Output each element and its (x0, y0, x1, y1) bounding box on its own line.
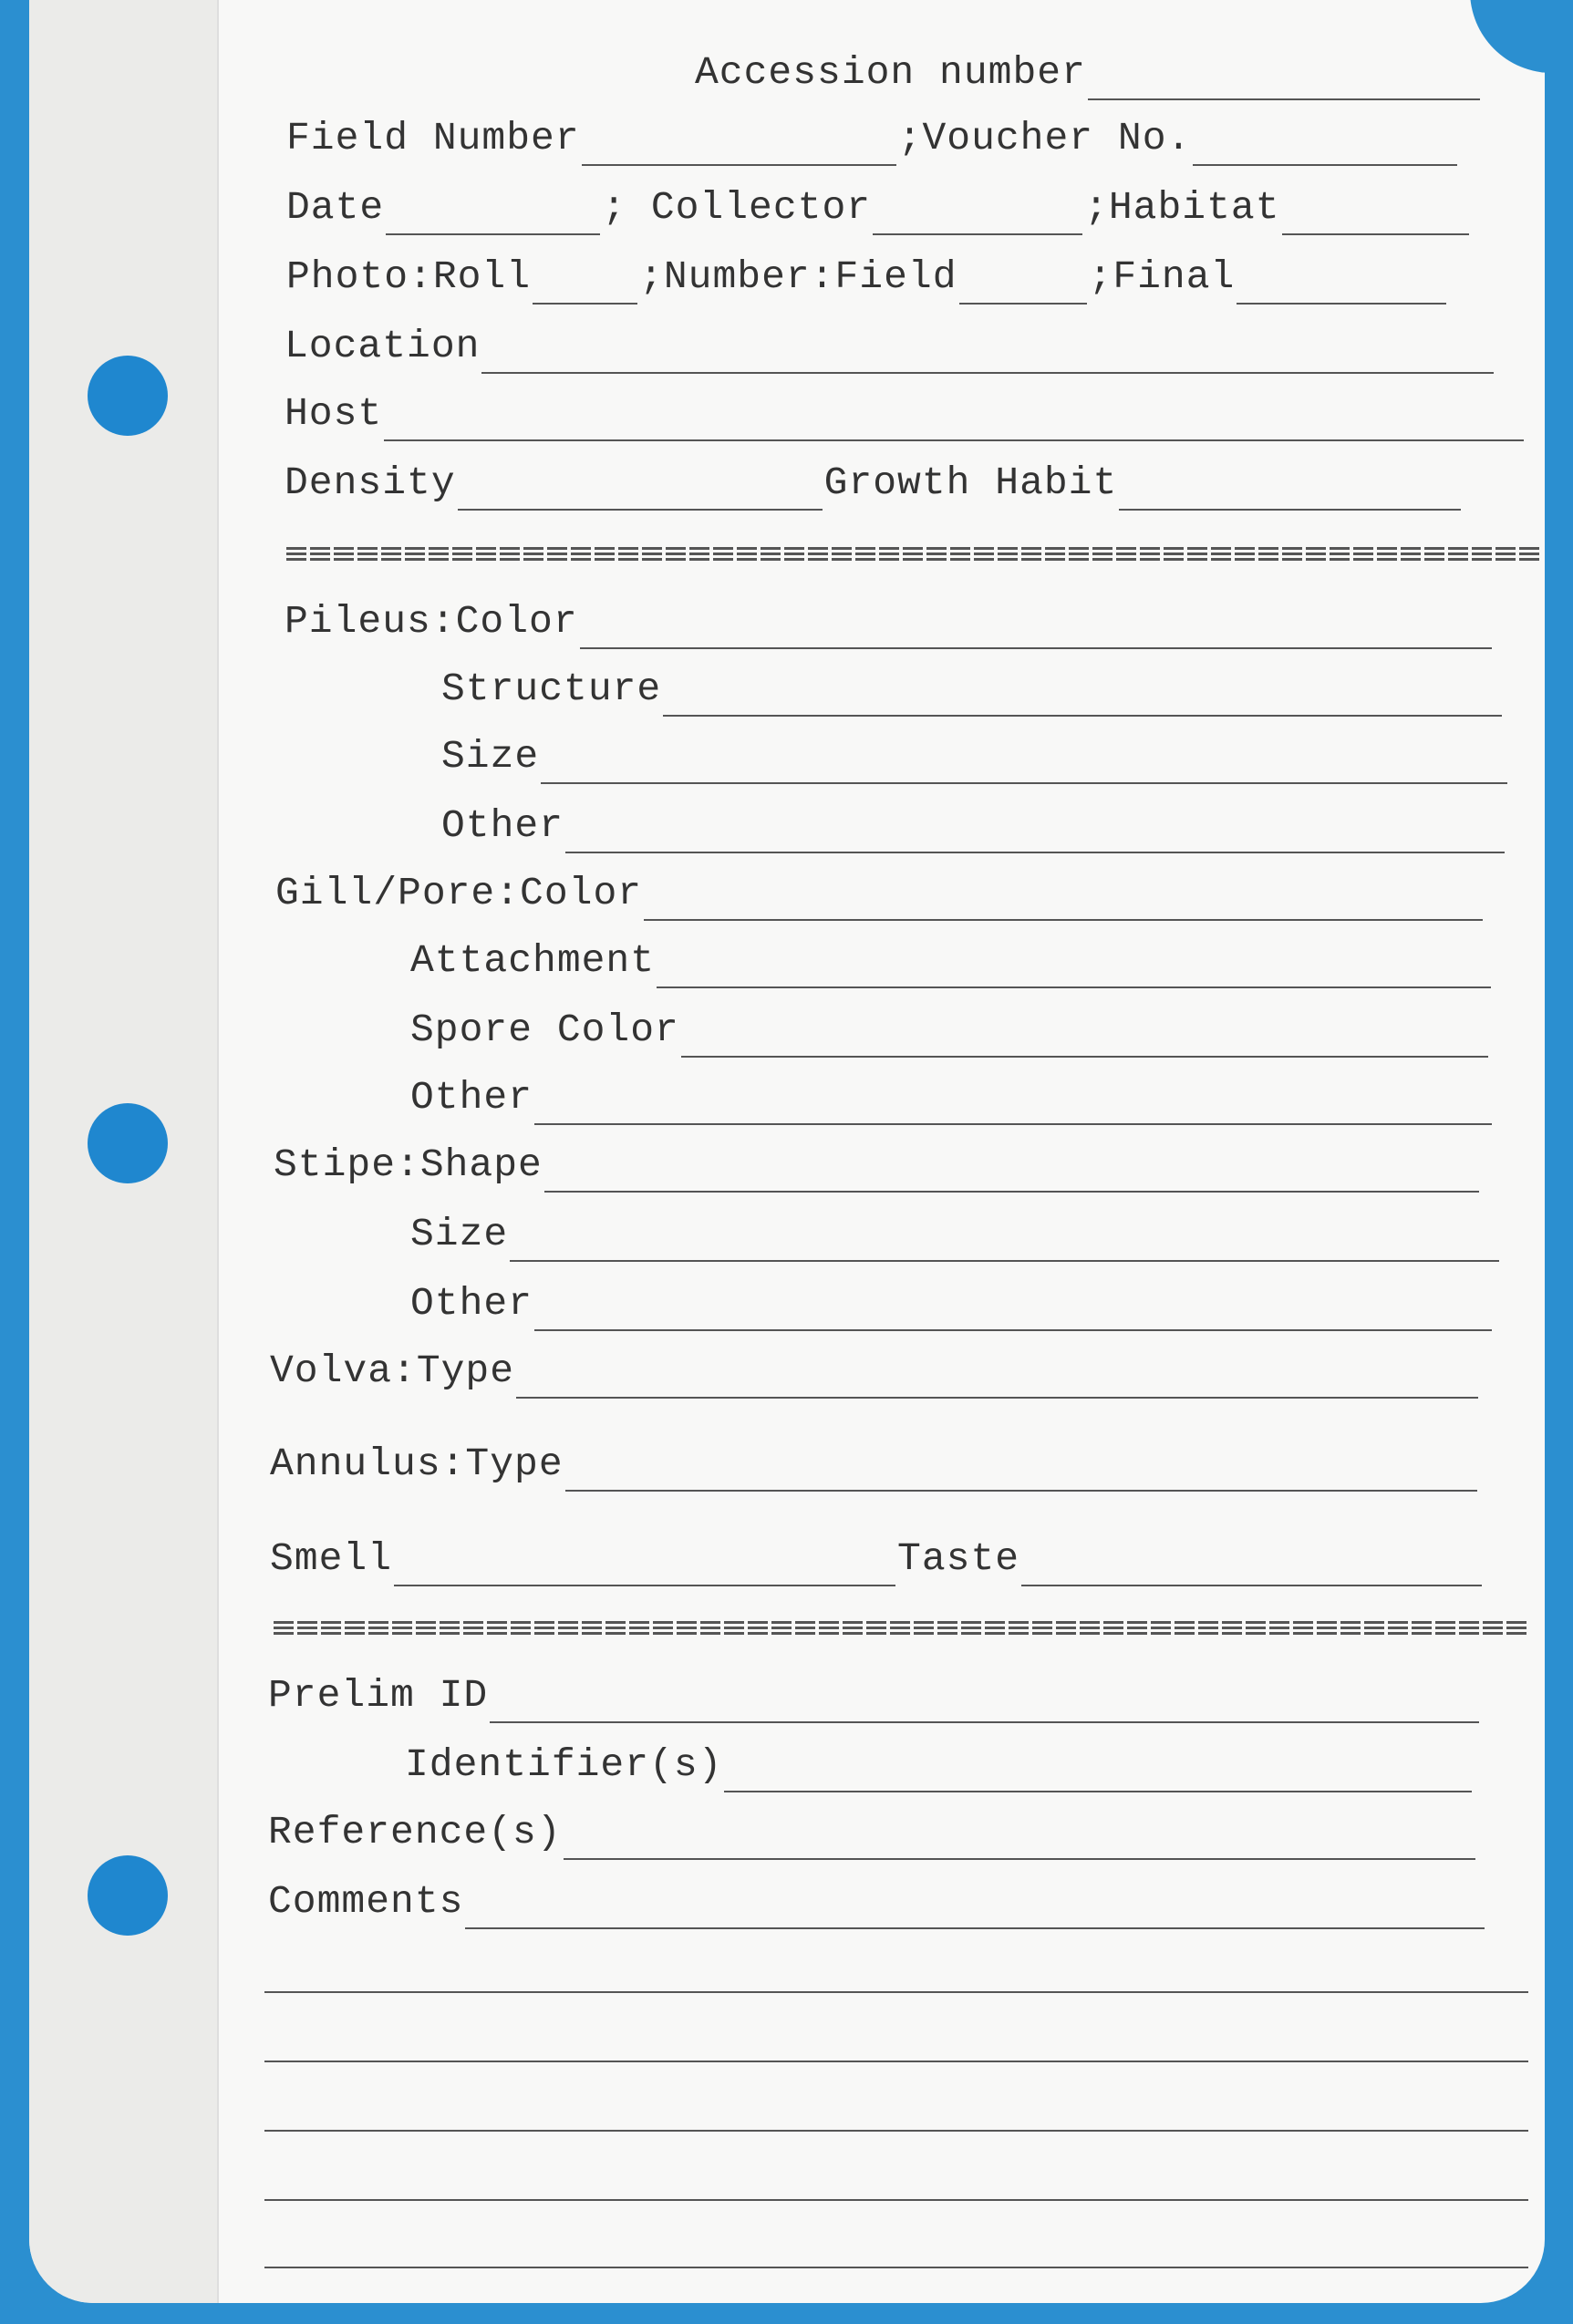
spore-color-field[interactable] (681, 1016, 1488, 1058)
references-label: Reference(s) (268, 1810, 562, 1854)
stipe-shape-row (274, 1138, 1481, 1193)
date-field[interactable] (386, 193, 600, 235)
location-label: Location (285, 324, 481, 368)
gill-color-label: Gill/Pore:Color (275, 871, 643, 915)
location-field[interactable] (481, 332, 1494, 374)
field-data-sheet (29, 0, 1545, 2303)
pileus-other-label: Other (441, 803, 564, 848)
stipe-shape-field[interactable] (544, 1151, 1479, 1193)
voucher-field[interactable] (1193, 124, 1457, 166)
stipe-shape-label: Stipe:Shape (274, 1142, 543, 1187)
prelim-id-label: Prelim ID (268, 1673, 489, 1718)
number-field-label: ;Number:Field (639, 254, 957, 299)
density-field[interactable] (458, 469, 823, 511)
host-row (285, 387, 1526, 441)
stipe-size-label: Size (410, 1212, 509, 1256)
separator-bottom (274, 1621, 1530, 1636)
host-field[interactable] (384, 399, 1524, 441)
comments-field[interactable] (465, 1887, 1485, 1929)
accession-field[interactable] (1088, 58, 1480, 100)
references-row (268, 1805, 1477, 1860)
field-number-field[interactable] (582, 124, 896, 166)
photo-roll-field[interactable] (533, 263, 637, 305)
punch-hole-middle (88, 1103, 168, 1183)
smell-label: Smell (270, 1536, 393, 1581)
gill-attachment-row (410, 934, 1493, 988)
growth-habit-field[interactable] (1119, 469, 1461, 511)
accession-label: Accession number (695, 50, 1086, 95)
pileus-structure-row (441, 662, 1504, 717)
pileus-size-label: Size (441, 734, 540, 779)
identifiers-row (405, 1738, 1474, 1792)
stipe-size-row (410, 1207, 1501, 1262)
pileus-structure-label: Structure (441, 666, 662, 711)
date-row (286, 181, 1471, 235)
smell-field[interactable] (394, 1544, 895, 1586)
annulus-label: Annulus:Type (270, 1441, 564, 1486)
gill-other-field[interactable] (534, 1083, 1492, 1125)
annulus-field[interactable] (565, 1450, 1477, 1492)
stipe-size-field[interactable] (510, 1220, 1499, 1262)
comments-label: Comments (268, 1879, 464, 1924)
collector-label: ; Collector (602, 185, 872, 230)
spore-color-label: Spore Color (410, 1007, 679, 1052)
pileus-size-field[interactable] (541, 742, 1507, 784)
collector-field[interactable] (873, 193, 1082, 235)
pileus-color-field[interactable] (580, 607, 1492, 649)
comment-line[interactable] (264, 2130, 1528, 2132)
comment-line[interactable] (264, 2267, 1528, 2268)
spore-color-row (410, 1003, 1490, 1058)
taste-field[interactable] (1021, 1544, 1482, 1586)
voucher-label: ;Voucher No. (897, 116, 1192, 160)
smell-taste-row (270, 1532, 1484, 1586)
annulus-row (270, 1437, 1479, 1492)
habitat-field[interactable] (1282, 193, 1469, 235)
pileus-color-label: Pileus:Color (285, 599, 578, 644)
gill-other-label: Other (410, 1075, 533, 1120)
pileus-size-row (441, 729, 1509, 784)
punch-hole-bottom (88, 1855, 168, 1936)
identifiers-label: Identifier(s) (405, 1742, 723, 1787)
gill-attachment-field[interactable] (657, 946, 1491, 988)
gill-color-row (275, 866, 1485, 921)
comment-line[interactable] (264, 2061, 1528, 2062)
habitat-label: ;Habitat (1084, 185, 1280, 230)
date-label: Date (286, 185, 385, 230)
gill-other-row (410, 1070, 1494, 1125)
photo-row (286, 250, 1448, 305)
gill-attachment-label: Attachment (410, 938, 656, 983)
density-label: Density (285, 460, 456, 505)
taste-label: Taste (897, 1536, 1020, 1581)
comments-row (268, 1875, 1486, 1929)
volva-label: Volva:Type (270, 1348, 515, 1393)
punch-hole-top (88, 356, 168, 436)
comment-line[interactable] (264, 2199, 1528, 2201)
pileus-other-field[interactable] (565, 811, 1505, 853)
field-number-row (286, 111, 1459, 166)
prelim-id-field[interactable] (490, 1681, 1479, 1723)
accession-row (695, 46, 1482, 100)
gill-color-field[interactable] (644, 879, 1483, 921)
field-number-label: Field Number (286, 116, 580, 160)
stipe-other-label: Other (410, 1281, 533, 1326)
references-field[interactable] (564, 1818, 1475, 1860)
photo-roll-label: Photo:Roll (286, 254, 532, 299)
separator-top (286, 547, 1543, 562)
final-field[interactable] (1237, 263, 1446, 305)
number-field-field[interactable] (959, 263, 1087, 305)
identifiers-field[interactable] (724, 1751, 1472, 1792)
pileus-color-row (285, 594, 1494, 649)
comment-line[interactable] (264, 1991, 1528, 1993)
final-label: ;Final (1088, 254, 1236, 299)
stipe-other-row (410, 1276, 1494, 1331)
volva-row (270, 1344, 1480, 1399)
volva-field[interactable] (516, 1357, 1478, 1399)
location-row (285, 319, 1495, 374)
pileus-other-row (441, 799, 1506, 853)
stipe-other-field[interactable] (534, 1289, 1492, 1331)
prelim-id-row (268, 1668, 1481, 1723)
pileus-structure-field[interactable] (663, 675, 1502, 717)
density-row (285, 456, 1463, 511)
host-label: Host (285, 391, 383, 436)
growth-habit-label: Growth Habit (823, 460, 1118, 505)
